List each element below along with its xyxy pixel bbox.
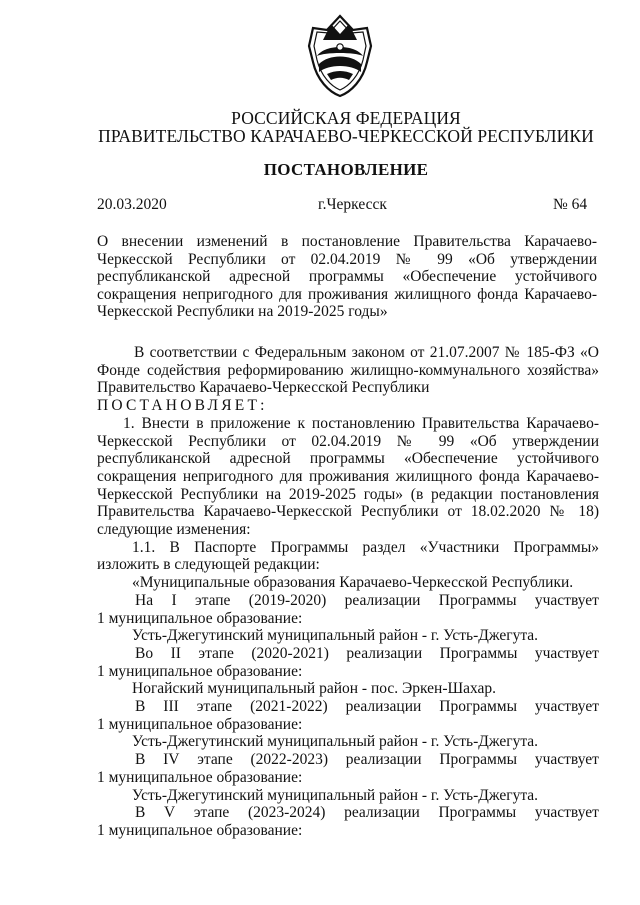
item-1-paragraph: 1. Внести в приложение к постановлению Правительства Карачаево-Черкесской Республики от 02.04.2019 № 99 «Об утверждении республиканской адресной программы «Обеспечение устойчивого сокращения непригодного для проживания жилищного фонда Карачаево-Черкесской Республики на 2019-2025 годы» (в редакции постановления Правительства Карачаево-Черкесской Республики от 18.02.2020 № 18) следующие изменения:: [97, 414, 599, 539]
quote-start-line: «Муниципальные образования Карачаево-Черкесской Республики.: [132, 574, 574, 592]
stage-block-4: [97, 751, 599, 804]
stage-continuation: 1 муниципальное образование:: [97, 821, 303, 839]
document-body: [97, 344, 599, 840]
stage-block-3: [97, 698, 599, 751]
stage-continuation: 1 муниципальное образование:: [97, 662, 303, 680]
stage-continuation: 1 муниципальное образование:: [97, 715, 303, 733]
header-country: РОССИЙСКАЯ ФЕДЕРАЦИЯ: [231, 108, 461, 128]
stage-line: В IV этапе (2022-2023) реализации Программы участвует: [135, 751, 599, 769]
stage-line: В III этапе (2021-2022) реализации Программы участвует: [135, 698, 599, 716]
document-number: № 64: [553, 196, 588, 213]
document-city: г.Черкесск: [318, 196, 387, 213]
stage-district: Усть-Джегутинский муниципальный район - г. Усть-Джегута.: [132, 733, 539, 751]
stage-block-2: [97, 645, 599, 698]
coat-of-arms-emblem: [305, 14, 375, 98]
stage-district: Ногайский муниципальный район - пос. Эркен-Шахар.: [132, 680, 497, 698]
stage-continuation: 1 муниципальное образование:: [97, 609, 303, 627]
stage-continuation: 1 муниципальное образование:: [97, 768, 303, 786]
item-1-1-paragraph: 1.1. В Паспорте Программы раздел «Участники Программы» изложить в следующей редакции:: [97, 538, 599, 574]
document-type-title: ПОСТАНОВЛЕНИЕ: [263, 160, 429, 179]
stage-line: В V этапе (2023-2024) реализации Программы участвует: [135, 804, 599, 822]
preamble-paragraph: В соответствии с Федеральным законом от 21.07.2007 № 185-ФЗ «О Фонде содействия реформированию жилищно-коммунального хозяйства» Правительство Карачаево-Черкесской Республики: [97, 344, 599, 397]
stage-district: Усть-Джегутинский муниципальный район - г. Усть-Джегута.: [132, 627, 539, 645]
document-subject: О внесении изменений в постановление Правительства Карачаево-Черкесской Республики от 02.04.2019 № 99 «Об утверждении республиканской адресной программы «Обеспечение устойчивого сокращения непригодного для проживания жилищного фонда Карачаево-Черкесской Республики на 2019-2025 годы»: [97, 233, 597, 321]
stage-line: Во II этапе (2020-2021) реализации Программы участвует: [135, 644, 599, 662]
stage-district: Усть-Джегутинский муниципальный район - г. Усть-Джегута.: [132, 786, 539, 804]
resolves-heading: ПОСТАНОВЛЯЕТ:: [97, 397, 268, 415]
header-government: ПРАВИТЕЛЬСТВО КАРАЧАЕВО-ЧЕРКЕССКОЙ РЕСПУБЛИКИ: [98, 126, 594, 146]
stage-block-1: [97, 592, 599, 645]
stage-line: На I этапе (2019-2020) реализации Программы участвует: [135, 591, 599, 609]
document-date: 20.03.2020: [97, 196, 167, 213]
stage-block-5: [97, 804, 599, 839]
